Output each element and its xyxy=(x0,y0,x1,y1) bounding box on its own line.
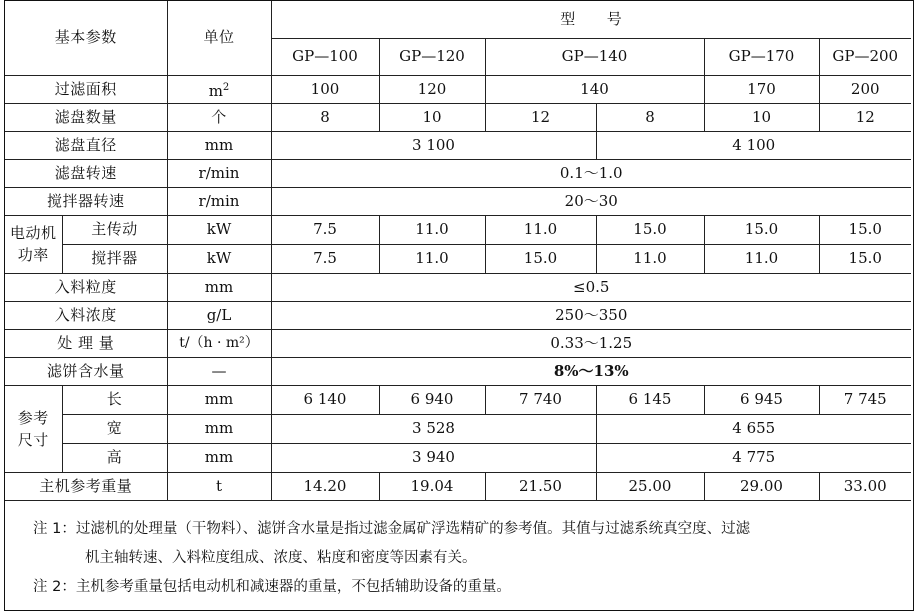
row-label: 入料浓度 xyxy=(5,301,167,329)
table-cell: 7 740 xyxy=(485,385,596,414)
row-unit: r/min xyxy=(167,159,271,187)
table-cell: 3 940 xyxy=(271,443,596,472)
table-cell: 4 100 xyxy=(596,131,911,159)
table-cell: 7.5 xyxy=(271,215,379,244)
row-unit: mm xyxy=(167,443,271,472)
spec-table xyxy=(5,1,911,501)
row-label: 长 xyxy=(62,385,167,414)
table-cell: 11.0 xyxy=(485,215,596,244)
row-label: 搅拌器转速 xyxy=(5,187,167,215)
table-cell: 10 xyxy=(704,103,819,131)
note-2: 注 2：主机参考重量包括电动机和减速器的重量，不包括辅助设备的重量。 xyxy=(33,579,511,595)
header-param: 基本参数 xyxy=(5,1,167,75)
table-cell: 20～30 xyxy=(271,187,911,215)
row-group-label: 参考 尺寸 xyxy=(5,385,62,472)
table-row xyxy=(5,273,911,301)
table-cell: 15.0 xyxy=(596,215,704,244)
row-label: 处 理 量 xyxy=(5,329,167,357)
table-cell: 3 100 xyxy=(271,131,596,159)
row-unit: mm xyxy=(167,131,271,159)
table-cell: 0.33～1.25 xyxy=(271,329,911,357)
row-label: 过滤面积 xyxy=(5,75,167,103)
table-row xyxy=(5,472,911,500)
table-cell: 8 xyxy=(271,103,379,131)
table-cell: 29.00 xyxy=(704,472,819,500)
header-row xyxy=(5,1,911,38)
table-cell: 12 xyxy=(485,103,596,131)
table-cell: 4 775 xyxy=(596,443,911,472)
row-unit: r/min xyxy=(167,187,271,215)
row-label: 高 xyxy=(62,443,167,472)
row-unit: 个 xyxy=(167,103,271,131)
row-label: 滤盘数量 xyxy=(5,103,167,131)
row-unit: mm xyxy=(167,414,271,443)
table-cell: 8 xyxy=(596,103,704,131)
table-row xyxy=(5,244,911,273)
table-row xyxy=(5,385,911,414)
header-unit: 单位 xyxy=(167,1,271,75)
row-label: 主机参考重量 xyxy=(5,472,167,500)
table-cell: 10 xyxy=(379,103,485,131)
model-gp170: GP—170 xyxy=(704,38,819,75)
table-cell: 15.0 xyxy=(819,244,911,273)
table-cell: ≤0.5 xyxy=(271,273,911,301)
table-row xyxy=(5,187,911,215)
row-unit: mm xyxy=(167,273,271,301)
spec-table-frame xyxy=(4,0,914,611)
table-cell: 100 xyxy=(271,75,379,103)
row-unit: t xyxy=(167,472,271,500)
table-cell: 250～350 xyxy=(271,301,911,329)
table-row xyxy=(5,75,911,103)
table-cell: 14.20 xyxy=(271,472,379,500)
model-gp120: GP—120 xyxy=(379,38,485,75)
table-cell: 15.0 xyxy=(704,215,819,244)
table-row xyxy=(5,357,911,385)
table-row xyxy=(5,103,911,131)
model-gp100: GP—100 xyxy=(271,38,379,75)
table-cell: 19.04 xyxy=(379,472,485,500)
table-cell: 4 655 xyxy=(596,414,911,443)
table-cell: 6 145 xyxy=(596,385,704,414)
row-group-label: 电动机 功率 xyxy=(5,215,62,273)
table-row xyxy=(5,301,911,329)
table-cell: 8%～13% xyxy=(271,357,911,385)
row-unit: mm xyxy=(167,385,271,414)
row-label: 滤饼含水量 xyxy=(5,357,167,385)
row-label: 宽 xyxy=(62,414,167,443)
table-row xyxy=(5,159,911,187)
table-cell: 140 xyxy=(485,75,704,103)
row-label: 滤盘直径 xyxy=(5,131,167,159)
table-cell: 6 945 xyxy=(704,385,819,414)
row-label: 入料粒度 xyxy=(5,273,167,301)
table-cell: 3 528 xyxy=(271,414,596,443)
table-cell: 15.0 xyxy=(819,215,911,244)
row-unit: t/（h · m²） xyxy=(167,329,271,357)
row-label: 主传动 xyxy=(62,215,167,244)
table-cell: 0.1～1.0 xyxy=(271,159,911,187)
table-row xyxy=(5,215,911,244)
table-row xyxy=(5,329,911,357)
row-label: 搅拌器 xyxy=(62,244,167,273)
model-gp140: GP—140 xyxy=(485,38,704,75)
table-cell: 200 xyxy=(819,75,911,103)
table-cell: 11.0 xyxy=(379,215,485,244)
table-cell: 25.00 xyxy=(596,472,704,500)
table-cell: 6 940 xyxy=(379,385,485,414)
table-cell: 21.50 xyxy=(485,472,596,500)
model-gp200: GP—200 xyxy=(819,38,911,75)
row-label: 滤盘转速 xyxy=(5,159,167,187)
table-row xyxy=(5,131,911,159)
table-cell: 7.5 xyxy=(271,244,379,273)
table-cell: 6 140 xyxy=(271,385,379,414)
row-unit: g/L xyxy=(167,301,271,329)
table-row xyxy=(5,414,911,443)
table-cell: 11.0 xyxy=(379,244,485,273)
table-cell: 7 745 xyxy=(819,385,911,414)
note-1-line-1: 注 1：过滤机的处理量（干物料）、滤饼含水量是指过滤金属矿浮选精矿的参考值。其值与过滤系统真空度、过滤 xyxy=(33,521,751,537)
table-cell: 12 xyxy=(819,103,911,131)
table-cell: 11.0 xyxy=(704,244,819,273)
table-cell: 15.0 xyxy=(485,244,596,273)
row-unit: kW xyxy=(167,244,271,273)
header-model: 型 号 xyxy=(271,1,911,38)
row-unit: — xyxy=(167,357,271,385)
note-1-line-2: 机主轴转速、入料粒度组成、浓度、粘度和密度等因素有关。 xyxy=(85,550,477,566)
table-row xyxy=(5,443,911,472)
table-cell: 11.0 xyxy=(596,244,704,273)
table-cell: 33.00 xyxy=(819,472,911,500)
row-unit: $m^2$ xyxy=(167,75,271,103)
row-unit: kW xyxy=(167,215,271,244)
table-cell: 170 xyxy=(704,75,819,103)
table-cell: 120 xyxy=(379,75,485,103)
